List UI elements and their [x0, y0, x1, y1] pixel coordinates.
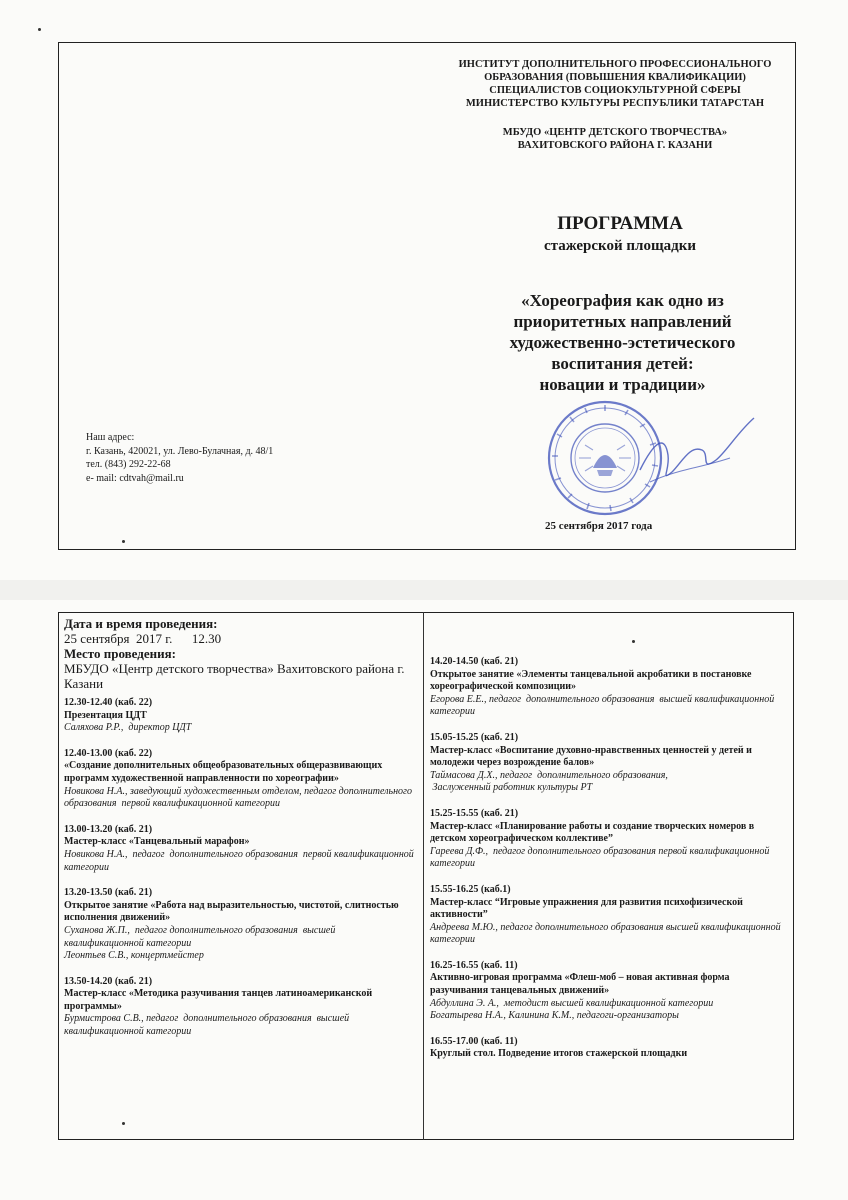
theme-line: новации и традиции»	[539, 375, 706, 394]
session-presenter: Новикова Н.А., заведующий художественным отделом, педагог дополнительного образования первой квалификационной категории	[64, 785, 415, 810]
school-line: ВАХИТОВСКОГО РАЙОНА Г. КАЗАНИ	[517, 140, 713, 151]
session-title: Презентация ЦДТ	[64, 709, 147, 721]
right-session-list	[430, 656, 790, 1061]
theme-line: художественно-эстетического	[509, 333, 736, 352]
session-time: 14.20-14.50 (каб. 21)	[430, 656, 519, 667]
schedule-item	[64, 697, 416, 735]
session-presenter: Заслуженный работник культуры РТ	[430, 782, 593, 794]
schedule-item	[430, 656, 790, 719]
session-title: Мастер-класс «Танцевальный марафон»	[64, 836, 250, 848]
speck	[632, 640, 635, 643]
schedule-item	[430, 732, 790, 795]
session-time: 12.30-12.40 (каб. 22)	[64, 697, 153, 708]
date-value: 25 сентября 2017 г. 12.30	[64, 631, 222, 646]
session-title: Мастер-класс «Планирование работы и создание творческих номеров в детском хореографическом коллективе”	[430, 820, 755, 845]
session-title: Мастер-класс «Воспитание духовно-нравственных ценностей у детей и молодежи через возрождение балов»	[430, 744, 752, 769]
session-time: 15.55-16.25 (каб.1)	[430, 883, 511, 895]
session-presenter: Леонтьев С.В., концертмейстер	[64, 950, 204, 962]
place-label: Место проведения:	[64, 646, 176, 661]
schedule-item	[64, 748, 416, 811]
schedule-item	[64, 887, 416, 963]
school-header	[440, 126, 790, 152]
institute-header	[440, 58, 790, 110]
contact-address	[86, 431, 346, 485]
session-title: Мастер-класс “Игровые упражнения для развития психофизической активности”	[430, 896, 743, 921]
schedule-left-column	[64, 616, 416, 1039]
speck	[122, 1122, 125, 1125]
sheet-divider	[0, 580, 848, 600]
session-time: 13.20-13.50 (каб. 21)	[64, 887, 153, 899]
session-presenter: Новикова Н.А., педагог дополнительного образования первой квалификационной категории	[64, 848, 417, 873]
address-email: e- mail: cdtvah@mail.ru	[86, 472, 184, 484]
schedule-item	[64, 976, 416, 1039]
schedule-item	[430, 884, 790, 947]
session-presenter: Суханова Ж.П., педагог дополнительного образования высшей квалификационной категории	[64, 924, 338, 949]
session-time: 12.40-13.00 (каб. 22)	[64, 747, 153, 759]
session-time: 13.50-14.20 (каб. 21)	[64, 975, 153, 987]
session-title: Мастер-класс «Методика разучивания танцев латиноамериканской программы»	[64, 988, 373, 1012]
theme-line: приоритетных направлений	[513, 312, 732, 331]
session-title: Открытое занятие «Элементы танцевальной акробатики в постановке хореографической композиции»	[430, 668, 752, 693]
schedule-item	[430, 1036, 790, 1061]
date-label: Дата и время проведения:	[64, 616, 218, 631]
address-label: Наш адрес:	[86, 432, 135, 443]
session-title: «Создание дополнительных общеобразовательных общеразвивающих программ художественной направленности по хореографии»	[64, 760, 383, 784]
signature	[620, 410, 760, 500]
session-presenter: Егорова Е.Е., педагог дополнительного образования высшей квалификационной категории	[430, 693, 777, 718]
session-time: 16.55-17.00 (каб. 11)	[430, 1035, 518, 1047]
session-presenter: Андреева М.Ю., педагог дополнительного образования высшей квалификационной категории	[430, 921, 784, 946]
schedule-item	[430, 808, 790, 871]
speck	[122, 540, 125, 543]
session-title: Активно-игровая программа «Флеш-моб – новая активная форма разучивания танцевальных движений»	[430, 972, 730, 997]
schedule-item	[64, 824, 416, 874]
institute-line: ОБРАЗОВАНИЯ (ПОВЫШЕНИЯ КВАЛИФИКАЦИИ)	[484, 72, 746, 83]
session-time: 16.25-16.55 (каб. 11)	[430, 959, 518, 971]
session-presenter: Саляхова Р.Р., директор ЦДТ	[64, 722, 192, 734]
column-divider	[423, 612, 424, 1140]
place-value: МБУДО «Центр детского творчества» Вахитовского района г. Казани	[64, 661, 405, 691]
schedule-item	[430, 960, 790, 1023]
session-presenter: Богатырева Н.А., Калинина К.М., педагоги-организаторы	[430, 1010, 679, 1022]
schedule-right-column	[430, 656, 790, 1061]
program-theme	[450, 290, 795, 395]
session-time: 15.25-15.55 (каб. 21)	[430, 807, 519, 819]
event-date: 25 сентября 2017 года	[545, 520, 653, 532]
address-street: г. Казань, 420021, ул. Лево-Булачная, д. 48/1	[86, 445, 274, 457]
session-presenter: Таймасова Д.Х., педагог дополнительного образования,	[430, 769, 668, 781]
session-presenter: Абдуллина Э. А., методист высшей квалификационной категории	[430, 997, 714, 1009]
theme-line: «Хореография как одно из	[521, 291, 724, 310]
institute-line: СПЕЦИАЛИСТОВ СОЦИОКУЛЬТУРНОЙ СФЕРЫ	[489, 85, 741, 96]
speck	[38, 28, 41, 31]
program-title: ПРОГРАММА	[557, 213, 683, 234]
school-line: МБУДО «ЦЕНТР ДЕТСКОГО ТВОРЧЕСТВА»	[502, 127, 728, 138]
session-time: 13.00-13.20 (каб. 21)	[64, 823, 153, 835]
left-session-list	[64, 697, 416, 1039]
session-presenter: Бурмистрова С.В., педагог дополнительного образования высшей квалификационной категории	[64, 1013, 352, 1038]
institute-line: МИНИСТЕРСТВО КУЛЬТУРЫ РЕСПУБЛИКИ ТАТАРСТАН	[465, 98, 765, 109]
program-subtitle: стажерской площадки	[544, 238, 696, 254]
theme-line: воспитания детей:	[551, 354, 694, 373]
address-phone: тел. (843) 292-22-68	[86, 459, 171, 470]
institute-line: ИНСТИТУТ ДОПОЛНИТЕЛЬНОГО ПРОФЕССИОНАЛЬНОГО	[458, 59, 772, 70]
session-presenter: Гареева Д.Ф., педагог дополнительного образования первой квалификационной категории	[430, 845, 772, 870]
session-time: 15.05-15.25 (каб. 21)	[430, 731, 519, 743]
session-title: Круглый стол. Подведение итогов стажерской площадки	[430, 1048, 688, 1060]
session-title: Открытое занятие «Работа над выразительностью, чистотой, слитностью исполнения движений»	[64, 899, 399, 924]
